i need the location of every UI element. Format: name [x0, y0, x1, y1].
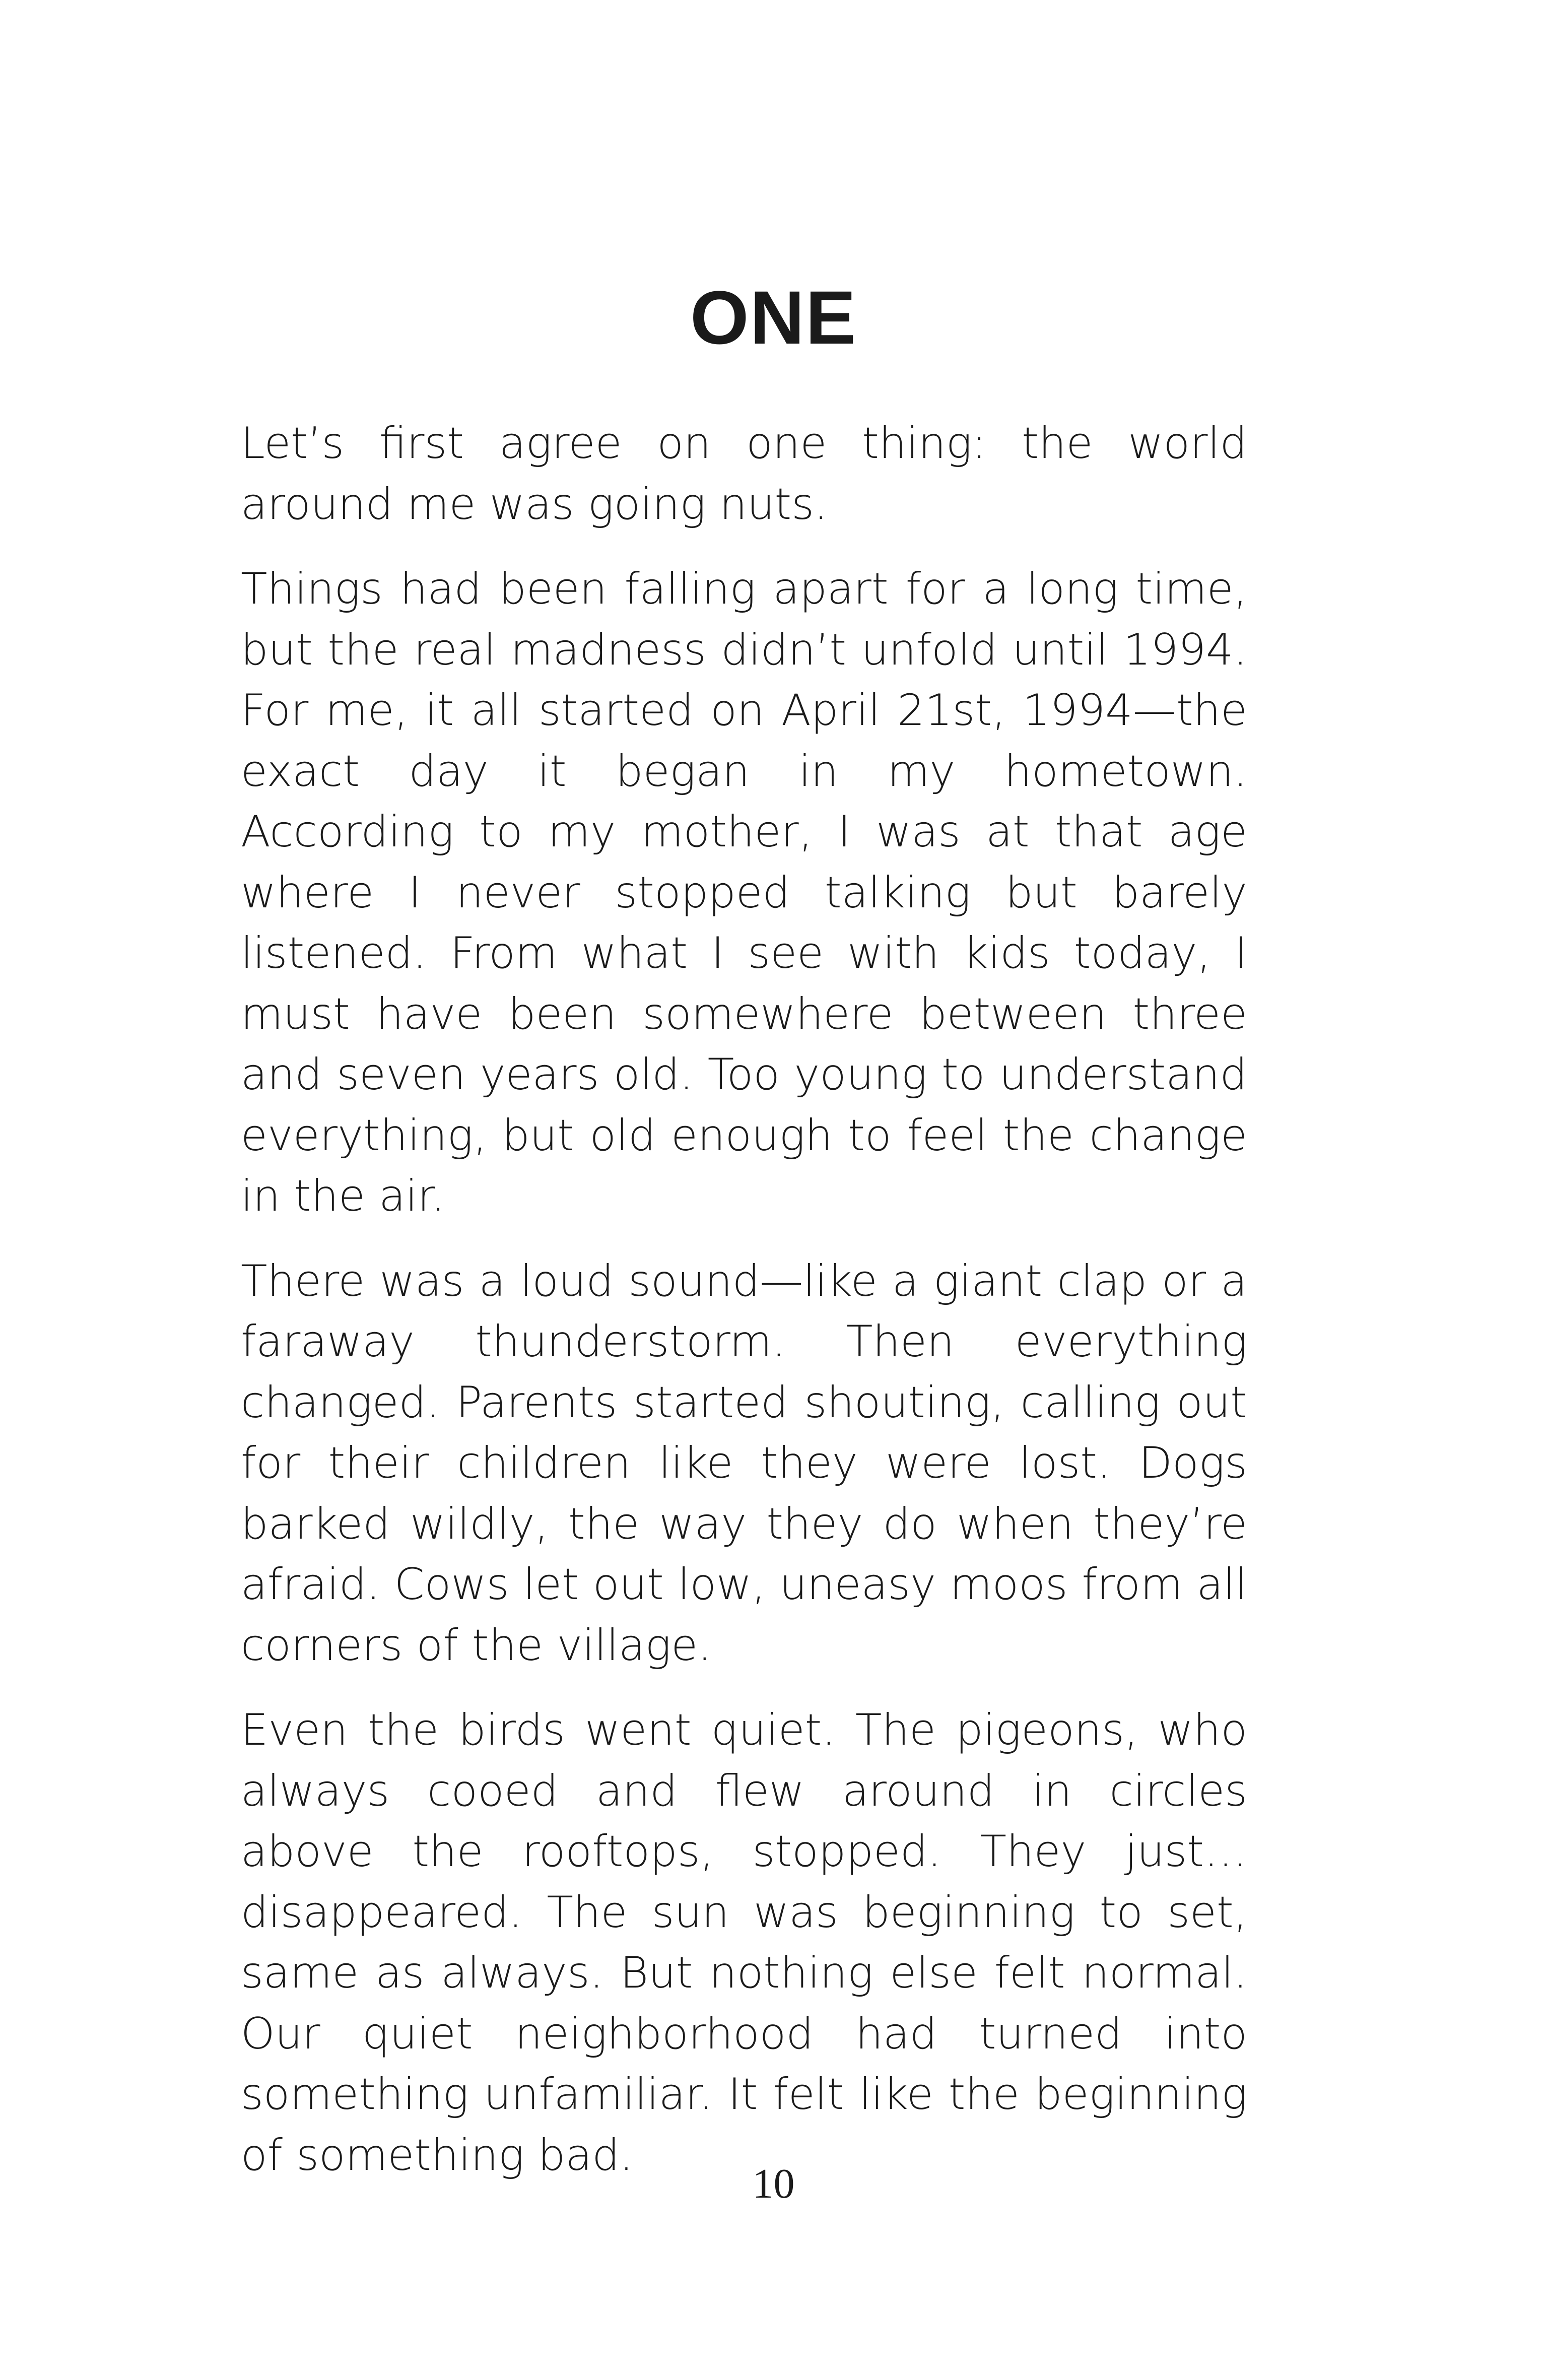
paragraph-1: Let’s first agree on one thing: the world around me was going nuts. — [241, 418, 1247, 530]
page-number: 10 — [752, 2160, 795, 2207]
chapter-title: ONE — [690, 275, 857, 360]
paragraph-3: There was a loud sound—like a giant clap or a faraway thunderstorm. Then everything changed. Parents started shouting, calling out for their children like they were lost. Dogs barked wildly, the way they do when they’re afraid. Cows let out low, uneasy moos from all corners of the village. — [241, 1255, 1247, 1671]
chapter-body — [241, 413, 1247, 2210]
paragraph-2: Things had been falling apart for a long time, but the real madness didn’t unfold until 1994. For me, it all started on April 21st, 1994—the exact day it began in my hometown. According to my mother, I was at that age where I never stopped talking but barely listened. From what I see with kids today, I must have been somewhere between three and seven years old. Too young to understand everything, but old enough to feel the change in the air. — [241, 564, 1247, 1221]
paragraph-4: Even the birds went quiet. The pigeons, who always cooed and flew around in circles above the rooftops, stopped. They just… disappeared. The sun was beginning to set, same as always. But nothing else felt normal. Our quiet neighborhood had turned into something unfamiliar. It felt like the beginning of something bad. — [241, 1705, 1247, 2180]
